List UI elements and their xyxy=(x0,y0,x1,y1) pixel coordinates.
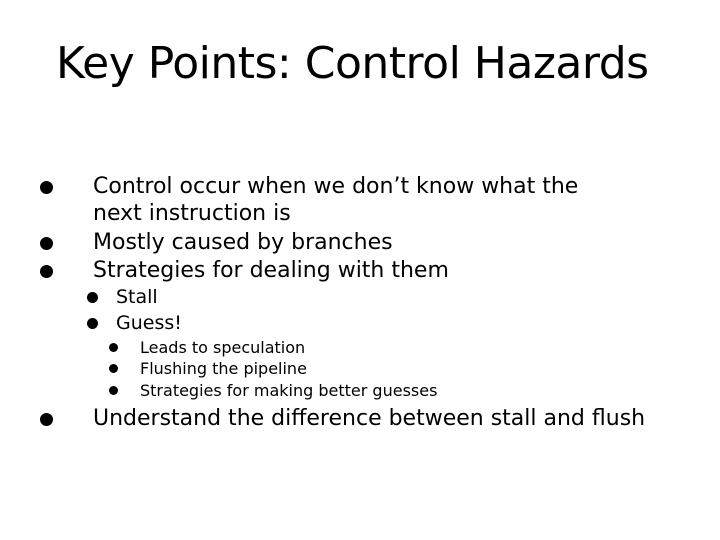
bullet-text-line: Control occur when we don’t know what the xyxy=(93,174,579,199)
bullet-text-line: Strategies for making better guesses xyxy=(140,381,438,400)
bullet-text-line: Guess! xyxy=(116,312,182,334)
bullet-dot-icon xyxy=(109,343,118,352)
bullet-text-line: next instruction is xyxy=(93,201,291,226)
bullet-dot-icon xyxy=(87,318,98,329)
bullet-text-line: Understand the difference between stall and flush xyxy=(93,406,646,431)
bullet-dot-icon xyxy=(40,265,53,278)
bullet-text-line: Flushing the pipeline xyxy=(140,359,307,378)
bullet-text-line: Strategies for dealing with them xyxy=(93,258,449,283)
bullet-dot-icon xyxy=(87,292,98,303)
bullet-text-line: Mostly caused by branches xyxy=(93,230,393,255)
bullet-dot-icon xyxy=(40,237,53,250)
bullet-dot-icon xyxy=(109,386,118,395)
bullet-dot-icon xyxy=(40,181,53,194)
slide-title: Key Points: Control Hazards xyxy=(56,38,649,89)
bullet-text-line: Stall xyxy=(116,286,158,308)
bullet-text-line: Leads to speculation xyxy=(140,338,306,357)
bullet-dot-icon xyxy=(109,364,118,373)
bullet-dot-icon xyxy=(40,413,53,426)
